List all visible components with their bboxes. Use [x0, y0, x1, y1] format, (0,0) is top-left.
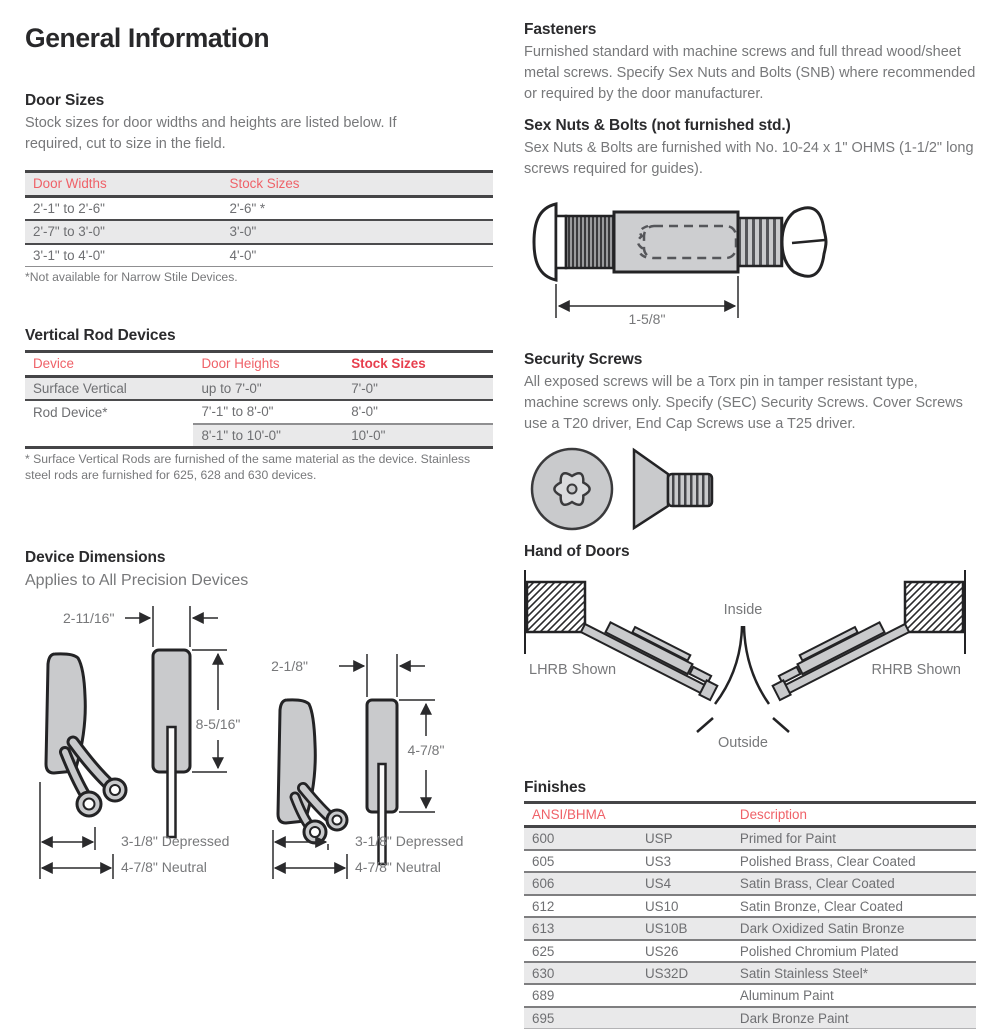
cell: 3'-1" to 4'-0": [25, 244, 222, 267]
device-dimensions-drawing: [25, 592, 495, 892]
sex-bolt-drawing: [528, 196, 828, 326]
section-door-sizes: [25, 91, 493, 286]
bolt-body: [534, 204, 826, 280]
table-row: [25, 400, 493, 423]
rhrb-label: RHRB Shown: [871, 661, 961, 678]
cell: Rod Device*: [25, 400, 193, 423]
device-front-view-large: [153, 650, 190, 837]
device-side-view-small: [278, 700, 347, 843]
cell: US32D: [637, 962, 732, 984]
cell: 613: [524, 917, 637, 939]
security-screws-heading: Security Screws: [524, 350, 643, 368]
lhrb-label: LHRB Shown: [529, 661, 617, 678]
table-row: [25, 376, 493, 400]
table-row: [25, 244, 493, 267]
dimension-label: 3-1/8" Depressed: [121, 832, 230, 849]
cell: Surface Vertical: [25, 376, 193, 400]
cell: 689: [524, 984, 637, 1006]
cell: 2'-7" to 3'-0": [25, 220, 222, 243]
cell: US4: [637, 872, 732, 894]
torx-screw-icon: [532, 449, 612, 529]
dimension-width-small: [339, 654, 425, 697]
security-screws-drawing: [528, 444, 728, 534]
cell: [637, 1007, 732, 1029]
cell: 3'-0": [222, 220, 493, 243]
cell: Satin Brass, Clear Coated: [732, 872, 976, 894]
cell: 625: [524, 940, 637, 962]
table-row: [524, 962, 976, 984]
table-row: [524, 895, 976, 917]
hand-of-doors-heading: Hand of Doors: [524, 543, 630, 561]
door-sizes-footnote: *Not available for Narrow Stile Devices.: [25, 270, 238, 285]
table-row: [524, 872, 976, 894]
finishes-heading: Finishes: [524, 778, 587, 796]
cell: 630: [524, 962, 637, 984]
cell: USP: [637, 827, 732, 850]
column-header: Stock Sizes: [222, 172, 493, 197]
cell: 605: [524, 850, 637, 872]
dimension-height-large: [192, 650, 227, 772]
cell: [25, 424, 193, 448]
cell: Satin Bronze, Clear Coated: [732, 895, 976, 917]
table-header-row: [25, 352, 493, 377]
table-row: [524, 1007, 976, 1029]
bolt-dimension-label: 1-5/8": [628, 310, 666, 326]
section-hand-of-doors: [524, 542, 976, 765]
column-header: ANSI/BHMA: [524, 802, 637, 827]
cell: 8'-0": [343, 400, 493, 423]
cell: Dark Bronze Paint: [732, 1007, 976, 1029]
left-column: [25, 24, 493, 892]
table-row: [25, 196, 493, 220]
cell: Dark Oxidized Satin Bronze: [732, 917, 976, 939]
door-sizes-table: [25, 170, 493, 267]
table-row: [25, 424, 493, 448]
sex-nuts-body: Sex Nuts & Bolts are furnished with No. 10-24 x 1" OHMS (1-1/2" long screws required for guides).: [524, 139, 974, 177]
cell: 7'-1" to 8'-0": [193, 400, 343, 423]
table-row: [524, 940, 976, 962]
right-door: [766, 606, 910, 700]
dimension-label: 4-7/8" Neutral: [121, 858, 207, 875]
meeting-stile-arcs: [697, 626, 789, 732]
dimension-label: 4-7/8" Neutral: [355, 858, 441, 875]
cell: 2'-6" *: [222, 196, 493, 220]
cell: 10'-0": [343, 424, 493, 448]
left-door-frame: [525, 570, 585, 654]
dimension-label: 2-11/16": [63, 609, 115, 626]
table-row: [524, 850, 976, 872]
section-security-screws: [524, 350, 976, 535]
cell: 695: [524, 1007, 637, 1029]
section-finishes: [524, 778, 976, 1029]
cell: 8'-1" to 10'-0": [193, 424, 343, 448]
finishes-table: [524, 801, 976, 1029]
cell: US10B: [637, 917, 732, 939]
cell: Primed for Paint: [732, 827, 976, 850]
table-row: [524, 984, 976, 1006]
dimension-label: 4-7/8": [407, 741, 445, 758]
cell: Polished Brass, Clear Coated: [732, 850, 976, 872]
dimension-label: 3-1/8" Depressed: [355, 832, 464, 849]
cell: Aluminum Paint: [732, 984, 976, 1006]
cell: 600: [524, 827, 637, 850]
dimension-width-large: [125, 606, 218, 647]
security-screws-body: All exposed screws will be a Torx pin in tamper resistant type, machine screws only. Specify (SEC) Security Screws. Cover Screws use a T20 driver, End Cap Screws use a T25 driver.: [524, 373, 963, 432]
cell: 606: [524, 872, 637, 894]
dimension-bottom-large: [40, 782, 113, 879]
right-column: [524, 20, 976, 1029]
cell: 7'-0": [343, 376, 493, 400]
table-header-row: [524, 802, 976, 827]
cell: 612: [524, 895, 637, 917]
cell: Satin Stainless Steel*: [732, 962, 976, 984]
right-door-frame: [905, 570, 965, 654]
device-side-view-large: [46, 654, 126, 816]
vertical-rod-heading: Vertical Rod Devices: [25, 326, 176, 344]
section-device-dimensions: [25, 548, 493, 892]
left-door: [580, 606, 724, 700]
column-header: Description: [732, 802, 976, 827]
outside-label: Outside: [718, 734, 768, 751]
cell: US3: [637, 850, 732, 872]
flat-screw-icon: [634, 450, 712, 528]
section-sex-nuts: [524, 116, 976, 326]
device-dimensions-heading: Device Dimensions: [25, 548, 166, 566]
door-sizes-heading: Door Sizes: [25, 92, 105, 110]
page-title: General Information: [25, 23, 270, 53]
dimension-label: 2-1/8": [271, 657, 308, 674]
cell: [637, 984, 732, 1006]
cell: US10: [637, 895, 732, 917]
fasteners-body: Furnished standard with machine screws and full thread wood/sheet metal screws. Specify Sex Nuts and Bolts (SNB) where recommended or required by the door manufacturer.: [524, 44, 976, 102]
vertical-rod-footnote: * Surface Vertical Rods are furnished of the same material as the device. Stainless steel rods are furnished for 625, 628 and 630 devices.: [25, 452, 471, 482]
door-swing-diagram: [515, 566, 975, 766]
device-dimensions-subtitle: Applies to All Precision Devices: [25, 571, 249, 589]
table-header-row: [25, 172, 493, 197]
column-header: Door Widths: [25, 172, 222, 197]
section-fasteners: [524, 20, 976, 105]
cell: Polished Chromium Plated: [732, 940, 976, 962]
sex-nuts-heading: Sex Nuts & Bolts (not furnished std.): [524, 116, 791, 134]
inside-label: Inside: [723, 601, 763, 618]
fasteners-heading: Fasteners: [524, 21, 597, 38]
table-row: [25, 220, 493, 243]
cell: 4'-0": [222, 244, 493, 267]
table-row: [524, 917, 976, 939]
cell: US26: [637, 940, 732, 962]
column-header: Stock Sizes: [343, 352, 493, 377]
cell: 2'-1" to 2'-6": [25, 196, 222, 220]
door-sizes-body: Stock sizes for door widths and heights are listed below. If required, cut to size in the field.: [25, 115, 397, 153]
column-header: Door Heights: [193, 352, 343, 377]
table-row: [524, 827, 976, 850]
column-header: [637, 802, 732, 827]
cell: up to 7'-0": [193, 376, 343, 400]
section-vertical-rod: [25, 326, 493, 484]
dimension-label: 8-5/16": [195, 715, 241, 732]
column-header: Device: [25, 352, 193, 377]
vertical-rod-table: [25, 350, 493, 449]
